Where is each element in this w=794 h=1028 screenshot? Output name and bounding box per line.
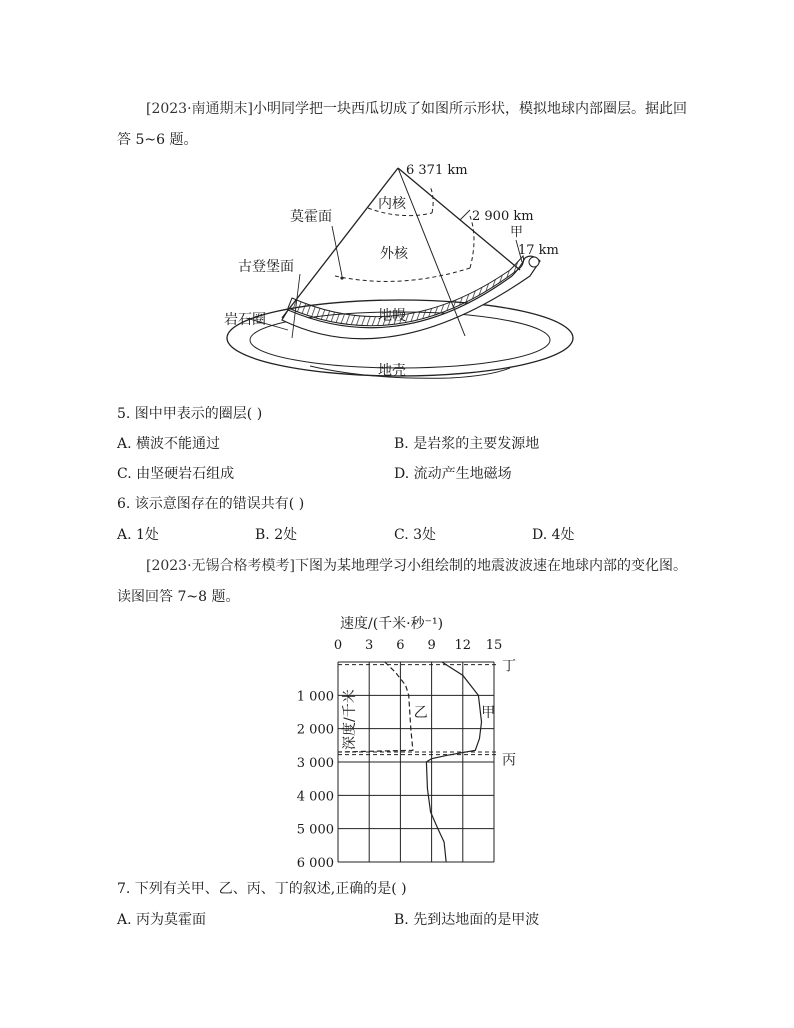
x-tick-0: 0 [333,638,343,653]
depth-top-label: 6 371 km [406,163,468,178]
inner-core-label: 内核 [378,196,406,212]
moho-leader-dot [340,276,343,279]
y-tick-labels [297,689,334,870]
intro2-text: 下图为某地理学习小组绘制的地震波波速在地球内部的变化图。 [295,558,688,574]
depth-mid-label: 2 900 km [472,209,534,224]
y-tick-5: 5 000 [296,822,334,838]
outer-core-label: 外核 [380,246,408,262]
x-tick-15: 15 [485,638,503,653]
q6-option-d: D. 4处 [532,527,575,543]
crust-label: 地壳 [378,363,406,379]
q7-option-b: B. 先到达地面的是甲波 [394,912,540,928]
y-tick-3: 3 000 [296,756,334,771]
crust-tip-circle [529,257,539,267]
series-labels [414,705,495,721]
mantle-label: 地幔 [378,308,406,324]
q7-stem: 7. 下列有关甲、乙、丙、丁的叙述,正确的是( ) [117,881,407,897]
jia-label: 甲 [510,225,524,240]
y-tick-2: 2 000 [296,722,334,738]
lithosphere-label: 岩石圈 [224,312,266,328]
chart-title: 速度/(千米·秒⁻¹) [340,616,444,632]
x-tick-3: 3 [365,638,374,653]
q5-option-a: A. 横波不能通过 [117,436,221,452]
q5-stem: 5. 图中甲表示的圈层( ) [117,406,263,422]
gutenberg-label: 古登堡面 [238,259,294,275]
cone-left-edge [282,168,398,318]
q6-option-b: B. 2处 [255,527,298,543]
gutenberg-boundary [335,268,470,281]
series-label-甲: 甲 [481,705,496,721]
y-tick-6: 6 000 [296,856,334,870]
chart-grid [338,662,494,862]
intro1-text: 小明同学把一块西瓜切成了如图所示形状，模拟地球内部圈层。据此回 [253,101,688,117]
earth-interior-diagram [220,158,590,388]
series-label-乙: 乙 [413,705,428,721]
x-tick-12: 12 [454,638,472,653]
boundary-label-丁: 丁 [502,658,516,675]
boundary-label-丙: 丙 [502,752,516,769]
intro1-line2: 答 5~6 题。 [117,132,198,148]
intro1-line1 [146,99,687,119]
moho-label: 莫霍面 [290,209,332,225]
inner-core-boundary-right [430,186,433,213]
q5-option-d: D. 流动产生地磁场 [394,466,512,482]
intro2-line2: 读图回答 7~8 题。 [117,589,240,605]
q6-option-c: C. 3处 [394,527,437,543]
y-tick-4: 4 000 [296,789,334,805]
y-axis-label: 深度/千米 [342,689,358,750]
x-tick-9: 9 [427,638,436,653]
depth-crust-label: 17 km [518,243,559,258]
q6-option-a: A. 1处 [117,527,159,543]
q7-option-a: A. 丙为莫霍面 [117,912,207,928]
intro2-line1 [146,556,687,576]
seismic-wave-chart [270,610,530,870]
intro2-source: [2023·无锡合格考模考] [146,558,296,574]
x-tick-6: 6 [396,638,405,653]
q5-option-b: B. 是岩浆的主要发源地 [394,436,540,452]
intro1-source: [2023·南通期末] [146,101,254,117]
q5-option-c: C. 由坚硬岩石组成 [117,466,235,482]
x-tick-labels [334,638,502,653]
depth-2900-leader [460,210,470,220]
q6-stem: 6. 该示意图存在的错误共有( ) [117,496,305,512]
y-tick-1: 1 000 [296,689,334,705]
